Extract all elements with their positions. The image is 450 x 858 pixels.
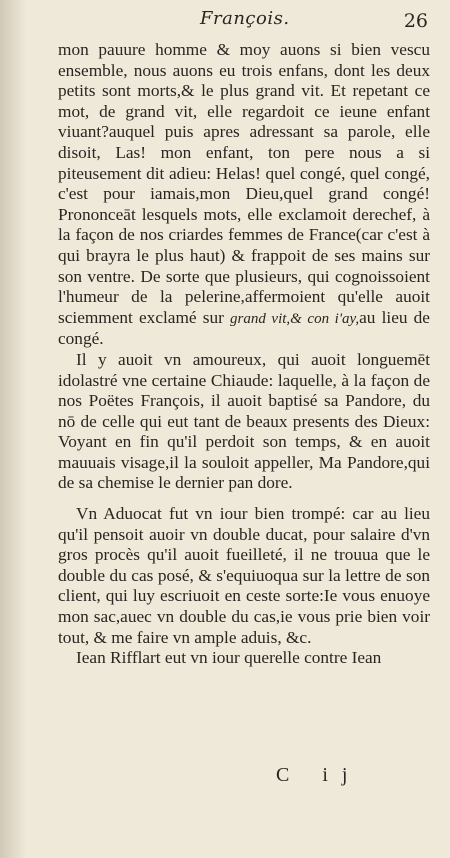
page-header [0,6,450,36]
page-number: 26 [403,10,428,32]
paragraph-gap [58,494,430,504]
italic-fragment: grand vit,& con i'ay, [230,310,360,327]
paragraph-pandore: Il y auoit vn amoureux, qui auoit longuemēt idolastré vne certaine Chiaude: laquelle, à la façon de nos Poëtes François, il auoit baptisé sa Pandore, du nō de celle qui eut tant de beaux presents des Dieux: Voyant en fin qu'il perdoit son temps, & en auoit mauuais visage,il la souloit appeller, Ma Pandore,qui de sa chemise le dernier pan dore. [58,349,430,493]
page-gutter-shadow [0,0,26,858]
body-text [58,40,430,669]
paragraph-1-tail: au lieu de congé. [58,307,430,349]
paragraph-rifflart: Iean Rifflart eut vn iour querelle contre Iean [76,648,382,668]
paragraph-1-text: mon pauure homme & moy auons si bien vescu ensemble, nous auons eu trois enfans, dont les deux petits sont morts,& le plus grand vit. Et repetant ce mot, de grand vit, elle regardoit ce ieune enfant viuant?auquel puis apres adressant sa parole, elle disoit, Las! mon enfant, ton pere nous a si piteusement dit adieu: Helas! quel congé, quel congé, c'est pour iamais,mon Dieu,quel grand congé! Prononceāt lesquels mots, elle exclamoit derechef, à la façon de nos criardes femmes de France(car c'est à qui brayra le plus haut) & frappoit de ses mains sur son ventre. De sorte que plusieurs, qui cognoissoient l'humeur de la pelerine,affermoient qu'elle auoit sciemment exclamé sur [58,40,430,327]
paragraph-aduocat: Vn Aduocat fut vn iour bien trompé: car au lieu qu'il pensoit auoir vn double ducat, pour salaire d'vn gros procès qu'il auoit fueilleté, il ne trouua que le double du cas posé, & s'equiuoqua sur la lettre de son client, qui luy escriuoit en ceste sorte:Ie vous enuoye mon sac,auec vn double du cas,ie vous prie bien voir tout, & me faire vn ample aduis, &c. [58,504,430,647]
running-title: François. [200,8,290,29]
paragraph-continued [58,40,430,350]
signature-mark: C ij [276,764,362,786]
